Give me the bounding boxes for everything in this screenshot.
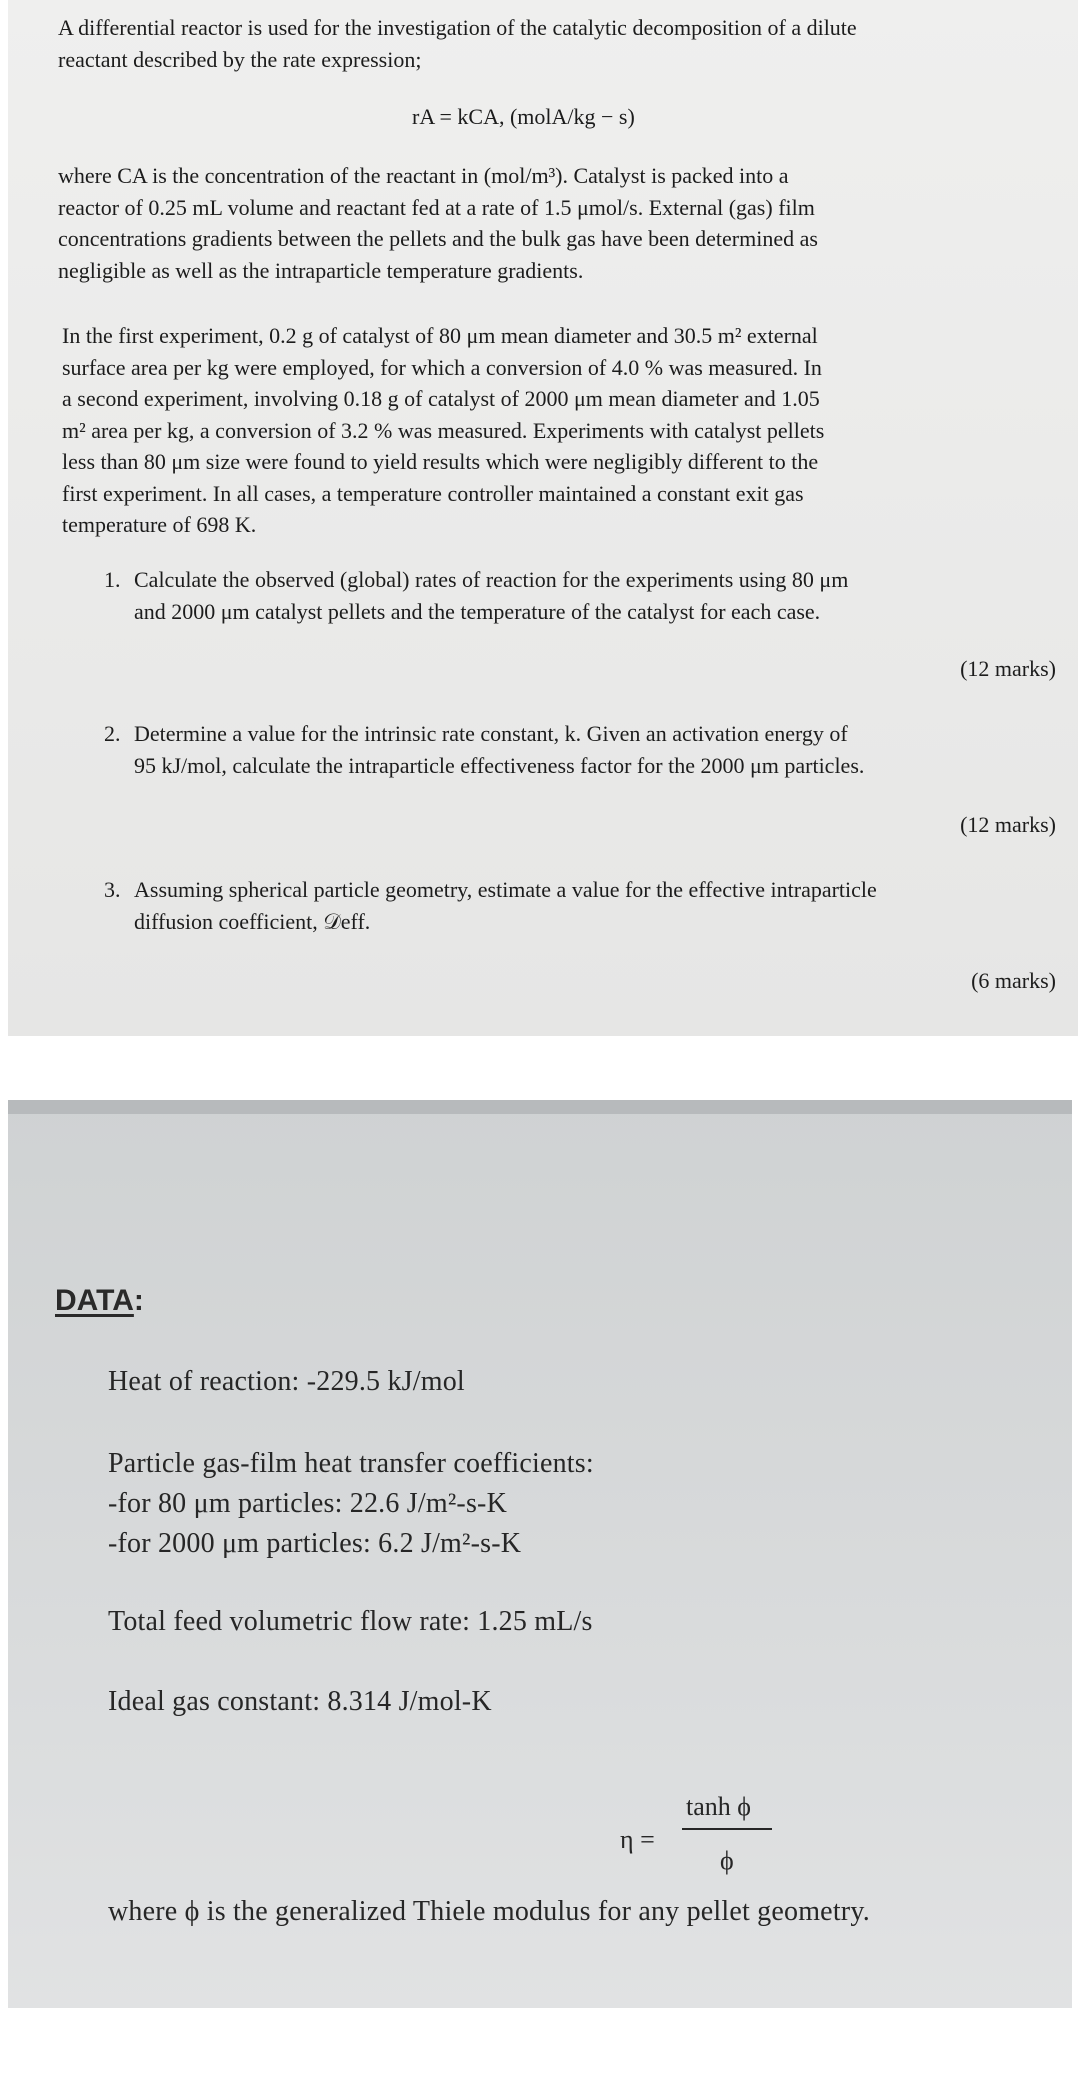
gas-constant: Ideal gas constant: 8.314 J/mol-K (108, 1686, 492, 1717)
question-number: 1. (104, 567, 121, 592)
text-line: and 2000 μm catalyst pellets and the temperature of the catalyst for each case. (134, 598, 821, 624)
question-2 (104, 718, 1060, 788)
rate-equation: rA = kCA, (molA/kg − s) (412, 104, 635, 129)
question-3-marks: (6 marks) (971, 968, 1056, 993)
data-heading-text: DATA (55, 1284, 134, 1317)
text-line: A differential reactor is used for the investigation of the catalytic decomposition of a dilute (58, 15, 857, 40)
photo-edge (8, 1100, 1072, 1114)
htc-80: -for 80 μm particles: 22.6 J/m²-s-K (108, 1488, 507, 1519)
where-paragraph (58, 160, 1058, 286)
flow-rate: Total feed volumetric flow rate: 1.25 mL/s (108, 1606, 593, 1637)
heat-of-reaction: Heat of reaction: -229.5 kJ/mol (108, 1366, 465, 1397)
text-line: Determine a value for the intrinsic rate constant, k. Given an activation energy of (134, 721, 848, 746)
text-line: 95 kJ/mol, calculate the intraparticle effectiveness factor for the 2000 μm particles. (134, 752, 865, 778)
text-line: In the first experiment, 0.2 g of catalyst of 80 μm mean diameter and 30.5 m² external (62, 323, 818, 348)
eta-lhs: η = (620, 1825, 655, 1854)
eta-numerator: tanh ϕ (686, 1792, 751, 1821)
question-1 (104, 564, 1060, 634)
text-line: concentrations gradients between the pellets and the bulk gas have been determined as (58, 226, 818, 251)
question-3 (104, 874, 1060, 944)
problem-photo (8, 0, 1078, 1036)
text-line: Assuming spherical particle geometry, estimate a value for the effective intraparticle (134, 877, 877, 902)
data-heading-colon: : (133, 1284, 144, 1317)
experiment-paragraph (62, 320, 1058, 541)
question-number: 2. (104, 721, 121, 746)
text-line: Calculate the observed (global) rates of reaction for the experiments using 80 μm (134, 567, 849, 592)
text-line: a second experiment, involving 0.18 g of catalyst of 2000 μm mean diameter and 1.05 (62, 386, 820, 411)
intro-paragraph (58, 12, 1058, 75)
thiele-note: where ϕ is the generalized Thiele modulus for any pellet geometry. (108, 1896, 870, 1927)
text-line: diffusion coefficient, 𝒟eff. (134, 908, 371, 934)
fraction-bar (682, 1828, 772, 1830)
data-heading (55, 1284, 144, 1318)
text-line: negligible as well as the intraparticle temperature gradients. (58, 257, 584, 283)
question-number: 3. (104, 877, 121, 902)
htc-2000: -for 2000 μm particles: 6.2 J/m²-s-K (108, 1528, 522, 1559)
text-line: reactor of 0.25 mL volume and reactant fed at a rate of 1.5 μmol/s. External (gas) film (58, 194, 815, 220)
text-line: where CA is the concentration of the reactant in (mol/m³). Catalyst is packed into a (58, 163, 789, 188)
question-1-marks: (12 marks) (960, 656, 1056, 681)
eta-denominator: ϕ (720, 1846, 734, 1875)
text-line: temperature of 698 K. (62, 512, 257, 537)
text-line: m² area per kg, a conversion of 3.2 % was measured. Experiments with catalyst pellets (62, 417, 825, 443)
text-line: less than 80 μm size were found to yield results which were negligibly different to the (62, 449, 819, 474)
question-2-marks: (12 marks) (960, 812, 1056, 837)
htc-heading: Particle gas-film heat transfer coefficients: (108, 1448, 594, 1479)
text-line: first experiment. In all cases, a temperature controller maintained a constant exit gas (62, 480, 804, 506)
text-line: surface area per kg were employed, for which a conversion of 4.0 % was measured. In (62, 354, 822, 380)
text-line: reactant described by the rate expression; (58, 46, 422, 72)
